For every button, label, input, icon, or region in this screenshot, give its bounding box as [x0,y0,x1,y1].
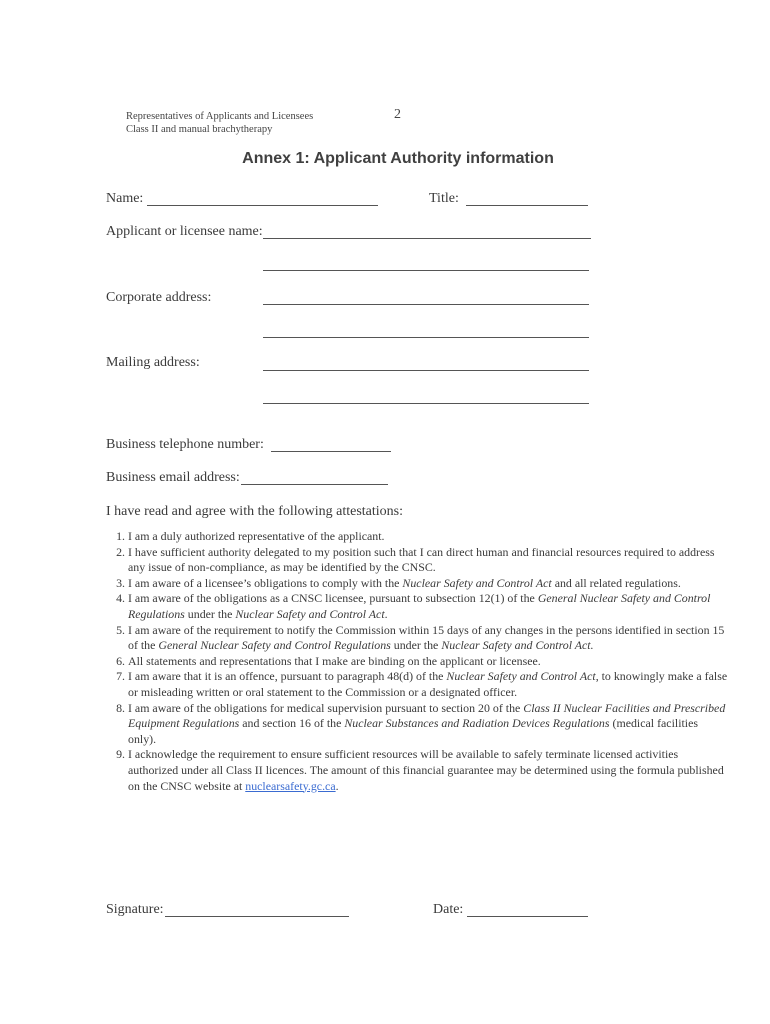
attestation-item: 5. I am aware of the requirement to notify the Commission within 15 days of any changes in the persons identified in section 15 of the General Nuclear Safety and Control Regulations under the Nuclear Safety and Control Act. [128,623,728,654]
page-title: Annex 1: Applicant Authority information [242,150,554,167]
title-label: Title: [429,191,459,206]
mailing-address-label: Mailing address: [106,355,200,370]
corporate-address-field[interactable] [263,304,589,305]
corporate-address-field-line-2[interactable] [263,337,589,338]
corporate-address-label: Corporate address: [106,290,212,305]
attestation-item: 8. I am aware of the obligations for medical supervision pursuant to section 20 of the Class II Nuclear Facilities and Prescribed Equipment Regulations and section 16 of the Nuclear Substances and Radiation Devices Regulations (medical facilities only). [128,701,728,748]
business-email-field[interactable] [241,484,388,485]
attestation-list [106,529,728,794]
attestation-intro: I have read and agree with the following attestations: [106,504,404,519]
mailing-address-field-line-2[interactable] [263,403,589,404]
name-field[interactable] [147,205,378,206]
signature-field[interactable] [165,916,349,917]
header-line-2: Class II and manual brachytherapy [126,124,273,135]
applicant-name-field[interactable] [263,238,591,239]
name-label: Name: [106,191,144,206]
attestation-item: 1. I am a duly authorized representative of the applicant. [128,529,728,545]
attestation-item: 2. I have sufficient authority delegated to my position such that I can direct human and financial resources required to address any issue of non-compliance, as may be identified by the CNSC. [128,545,728,576]
attestation-item: 7. I am aware that it is an offence, pursuant to paragraph 48(d) of the Nuclear Safety and Control Act, to knowingly make a false or misleading written or oral statement to the Commission or a designated officer. [128,669,728,700]
signature-label: Signature: [106,902,164,917]
business-email-label: Business email address: [106,470,240,485]
date-field[interactable] [467,916,588,917]
applicant-name-label: Applicant or licensee name: [106,224,263,239]
attestation-item: 4. I am aware of the obligations as a CNSC licensee, pursuant to subsection 12(1) of the General Nuclear Safety and Control Regulations under the Nuclear Safety and Control Act. [128,591,728,622]
business-phone-label: Business telephone number: [106,437,264,452]
attestation-item: 3. I am aware of a licensee’s obligations to comply with the Nuclear Safety and Control Act and all related regulations. [128,576,728,592]
title-field[interactable] [466,205,588,206]
header-line-1: Representatives of Applicants and Licensees [126,111,314,122]
cnsc-website-link[interactable]: nuclearsafety.gc.ca [245,778,336,793]
attestation-item: 6. All statements and representations that I make are binding on the applicant or licensee. [128,654,728,670]
mailing-address-field[interactable] [263,370,589,371]
applicant-name-field-line-2[interactable] [263,270,589,271]
date-label: Date: [433,902,464,917]
attestation-item: 9. I acknowledge the requirement to ensure sufficient resources will be available to safely terminate licensed activities authorized under all Class II licences. The amount of this financial guarantee may be determined using the formula published on the CNSC website at nuclearsafety.gc.ca. [128,747,728,794]
business-phone-field[interactable] [271,451,391,452]
page-number: 2 [394,107,401,122]
